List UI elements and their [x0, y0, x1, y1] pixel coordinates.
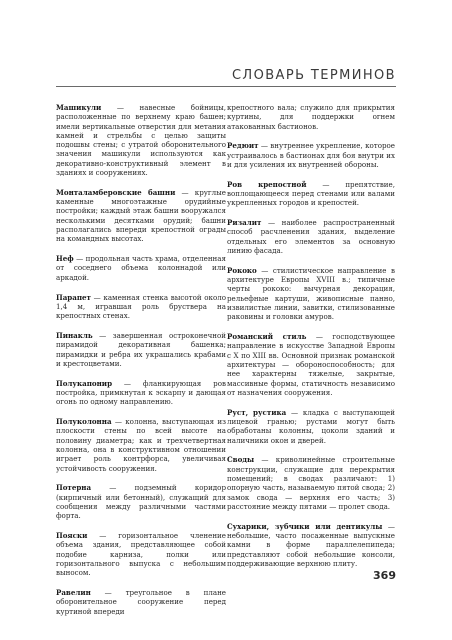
glossary-entry [56, 379, 226, 407]
glossary-entry [227, 522, 395, 568]
entry-definition: — навесные бойницы, расположенные по верхнему краю башен; имели вертикальные отверстия для метания камней и стрельбы с целью защиты подошвы стены; с утратой оборонительного значения машикули используются как декоративно-конструктивный элемент в зданиях и сооружениях. [56, 103, 226, 178]
glossary-entry [227, 218, 395, 255]
entry-term: Полукапонир [56, 378, 113, 388]
glossary-entry [227, 141, 395, 169]
entry-term: Потерна [56, 483, 92, 493]
entry-term: Парапет [56, 292, 91, 302]
glossary-entry [56, 293, 226, 321]
entry-definition: — завершенная остроконечной пирамидой декоративная башенка; пирамидки и ребра их украшались крабами и крестоцветами. [56, 330, 226, 368]
left-column [56, 103, 226, 626]
entry-definition: — горизонтальное членение объема здания, представляющее собой подобие карниза, полки или горизонтального выпуска с небольшим выносом. [56, 530, 226, 578]
entry-definition: — колонна, выступающая из плоскости стены по всей высоте на половину диаметра; как и трехчетвертная колонна, она в конструктивном отношении играет роль контрфорса, увеличивая устойчивость сооружения. [56, 417, 226, 473]
entry-definition: — треугольное в плане оборонительное сооружение перед куртиной впереди [56, 587, 226, 616]
glossary-entry [56, 531, 226, 577]
entry-definition: — наиболее распространенный способ расчленения здания, выделение отдельных его элементов за основную линию фасада. [227, 218, 395, 256]
entry-definition: — криволинейные строительные конструкции, служащие для перекрытия помещений; в сводах различают: 1) опорную часть, называемую пятой свода; 2) замок свода — верхняя его часть; 3) расстояние между пятами — пролет свода. [227, 455, 395, 511]
entry-definition: — кладка с выступающей лицевой гранью; рустами могут быть обработаны колонны, цоколи зданий и наличники окон и дверей. [227, 407, 395, 445]
entry-definition: — стилистическое направление в архитектуре Европы XVIII в.; типичные черты рококо: вычурная декорация, рельефные картуши, живописные панно, извилистые линии, завитки, стилизованные раковины и головки амуров. [227, 265, 395, 322]
entry-definition: — подземный коридор (кирпичный или бетонный), служащий для сообщения между различными частями форта. [56, 483, 226, 521]
entry-term: Монталамберовские башни [56, 187, 176, 197]
glossary-entry [56, 588, 226, 616]
entry-term: Пояски [56, 530, 88, 540]
entry-definition: — господствующее направление в искусстве Западной Европы с X по XIII вв. Основной признак романской архитектуры — обороноспособность; для нее характерны тяжелые, закрытые, массивные формы, статичность независимо от назначения сооружения. [227, 332, 395, 397]
entry-definition: крепостного вала; служило для прикрытия куртины, для поддержки огнем атакованных бастионов. [227, 103, 395, 131]
right-column [227, 103, 395, 579]
entry-definition: — каменная стенка высотой около 1,4 м, игравшая роль бруствера на крепостных стенах. [56, 292, 226, 321]
entry-term: Полуколонна [56, 417, 112, 427]
glossary-entry [227, 455, 395, 511]
glossary-entry [227, 408, 395, 445]
entry-term: Ризалит [227, 218, 262, 228]
entry-term: Ров крепостной [227, 179, 307, 189]
glossary-entry [56, 103, 226, 177]
page-number: 369 [373, 569, 396, 582]
entry-term: Неф [56, 254, 74, 264]
glossary-entry [56, 331, 226, 368]
glossary-entry [227, 180, 395, 208]
entry-definition: — препятствие, воплощающееся перед стенами или валами укрепленных городов и крепостей. [227, 179, 395, 208]
entry-term: Рококо [227, 265, 257, 275]
glossary-entry [56, 188, 226, 244]
entry-term: Романский стиль [227, 332, 307, 342]
glossary-entry-continued [227, 103, 395, 131]
entry-term: Пинакль [56, 330, 93, 340]
entry-definition: — внутреннее укрепление, которое устраивалось в бастионах для боя внутри их и для усиления их внутренней обороны. [227, 141, 395, 169]
entry-term: Редюит [227, 141, 259, 151]
page-header-title: СЛОВАРЬ ТЕРМИНОВ [231, 68, 396, 83]
header-rule [56, 86, 396, 87]
glossary-entry [56, 483, 226, 520]
entry-term: Своды [227, 455, 255, 465]
entry-definition: — круглые каменные многоэтажные орудийные постройки; каждый этаж башни вооружался несколькими десятками орудий; башни располагались впереди крепостной ограды на командных высотах. [56, 187, 226, 244]
entry-term: Машикули [56, 103, 102, 112]
entry-term: Равелин [56, 587, 91, 597]
glossary-entry [227, 266, 395, 322]
glossary-entry [227, 332, 395, 397]
glossary-entry [56, 254, 226, 282]
entry-term: Сухарики, зубчики или дентикулы [227, 521, 383, 531]
entry-definition: — небольшие, часто посаженные выпускные камни в форме параллелепипеда; представляют собой небольшие консоли, поддерживающие верхнюю плиту. [227, 521, 395, 568]
entry-term: Руст, рустика [227, 407, 287, 417]
entry-definition: — фланкирующая ров постройка, примкнутая к эскарпу и дающая огонь по одному направлению. [56, 378, 226, 407]
entry-definition: — продольная часть храма, отделенная от соседнего объема колоннадой или аркадой. [56, 254, 226, 282]
glossary-entry [56, 417, 226, 473]
